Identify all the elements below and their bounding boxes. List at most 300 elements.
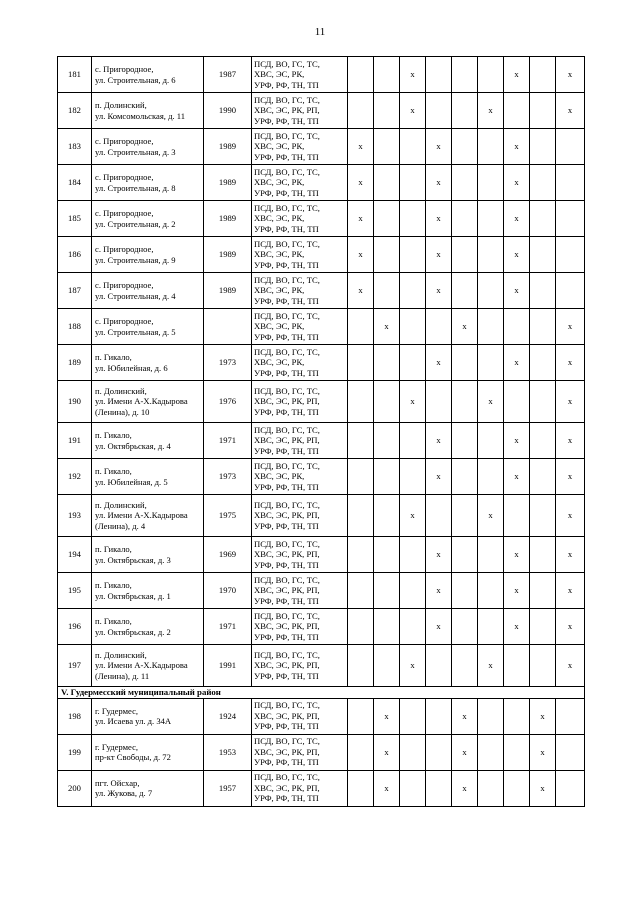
mark-cell: x — [426, 573, 452, 609]
works-line: ХВС, ЭС, РК, РП, — [254, 782, 320, 793]
mark-cell: x — [504, 165, 530, 201]
mark-cell — [374, 381, 400, 423]
works-line: УРФ, РФ, ТН, ТП — [254, 406, 319, 417]
mark-cell: x — [504, 537, 530, 573]
mark-cell — [452, 423, 478, 459]
mark-cell — [400, 309, 426, 345]
mark-cell — [530, 537, 556, 573]
address-cell — [92, 309, 204, 345]
mark-cell: x — [400, 645, 426, 687]
mark-cell — [504, 381, 530, 423]
mark-cell — [348, 57, 374, 93]
address-line: ул. Исаева ул. д. 34А — [95, 716, 172, 726]
mark-cell — [556, 770, 585, 806]
mark-cell: x — [452, 770, 478, 806]
mark-cell — [452, 573, 478, 609]
mark-cell — [374, 573, 400, 609]
works-line: ХВС, ЭС, РК, — [254, 69, 305, 80]
mark-cell — [478, 698, 504, 734]
works-cell — [252, 423, 348, 459]
mark-cell — [374, 609, 400, 645]
address-line: п. Долинский, — [95, 649, 147, 660]
row-number: 186 — [58, 237, 92, 273]
mark-cell — [348, 609, 374, 645]
works-line: УРФ, РФ, ТН, ТП — [254, 721, 319, 732]
mark-cell — [478, 537, 504, 573]
mark-cell: x — [504, 129, 530, 165]
mark-cell — [478, 734, 504, 770]
mark-cell — [478, 201, 504, 237]
row-number: 193 — [58, 495, 92, 537]
works-line: УРФ, РФ, ТН, ТП — [254, 559, 319, 570]
mark-cell: x — [530, 734, 556, 770]
section-header-row — [58, 687, 585, 699]
mark-cell — [400, 423, 426, 459]
mark-cell — [504, 698, 530, 734]
mark-cell — [452, 201, 478, 237]
mark-cell — [348, 734, 374, 770]
address-line: (Ленина), д. 11 — [95, 670, 150, 681]
mark-cell — [348, 495, 374, 537]
mark-cell: x — [504, 609, 530, 645]
mark-cell — [426, 734, 452, 770]
mark-cell — [400, 165, 426, 201]
mark-cell — [374, 201, 400, 237]
table-row — [58, 237, 585, 273]
table-row — [58, 345, 585, 381]
works-line: ХВС, ЭС, РК, РП, — [254, 105, 320, 116]
works-line: ХВС, ЭС, РК, РП, — [254, 660, 320, 671]
mark-cell — [452, 459, 478, 495]
works-line: ПСД, ВО, ГС, ТС, — [254, 202, 320, 213]
year-cell: 1973 — [204, 459, 252, 495]
mark-cell: x — [530, 698, 556, 734]
mark-cell — [530, 609, 556, 645]
table-row — [58, 459, 585, 495]
mark-cell: x — [530, 770, 556, 806]
housing-registry-table — [57, 56, 585, 807]
mark-cell — [556, 237, 585, 273]
address-line: с. Пригородное, — [95, 136, 154, 146]
section-title: V. Гудермесский муниципальный район — [58, 687, 585, 699]
mark-cell — [530, 495, 556, 537]
address-cell — [92, 273, 204, 309]
mark-cell: x — [348, 201, 374, 237]
table-row — [58, 770, 585, 806]
mark-cell: x — [478, 495, 504, 537]
year-cell: 1953 — [204, 734, 252, 770]
address-line: п. Долинский, — [95, 385, 147, 396]
mark-cell — [556, 734, 585, 770]
mark-cell: x — [374, 770, 400, 806]
table-row — [58, 423, 585, 459]
works-line: ПСД, ВО, ГС, ТС, — [254, 538, 320, 549]
mark-cell — [400, 273, 426, 309]
mark-cell — [374, 129, 400, 165]
row-number: 184 — [58, 165, 92, 201]
mark-cell — [478, 165, 504, 201]
row-number: 200 — [58, 770, 92, 806]
mark-cell — [374, 93, 400, 129]
mark-cell: x — [426, 201, 452, 237]
works-cell — [252, 609, 348, 645]
mark-cell — [530, 381, 556, 423]
works-line: ПСД, ВО, ГС, ТС, — [254, 238, 320, 249]
mark-cell — [348, 770, 374, 806]
works-cell — [252, 495, 348, 537]
mark-cell — [426, 93, 452, 129]
mark-cell — [504, 734, 530, 770]
works-cell — [252, 770, 348, 806]
row-number: 190 — [58, 381, 92, 423]
row-number: 187 — [58, 273, 92, 309]
works-line: ХВС, ЭС, РК, РП, — [254, 746, 320, 757]
year-cell — [204, 309, 252, 345]
mark-cell — [530, 423, 556, 459]
mark-cell: x — [400, 495, 426, 537]
mark-cell — [452, 495, 478, 537]
mark-cell — [348, 345, 374, 381]
table-row — [58, 698, 585, 734]
mark-cell: x — [426, 537, 452, 573]
mark-cell — [478, 609, 504, 645]
works-line: УРФ, РФ, ТН, ТП — [254, 295, 319, 306]
mark-cell: x — [400, 381, 426, 423]
works-line: УРФ, РФ, ТН, ТП — [254, 757, 319, 768]
mark-cell — [504, 645, 530, 687]
works-line: ПСД, ВО, ГС, ТС, — [254, 574, 320, 585]
mark-cell — [556, 201, 585, 237]
mark-cell — [452, 129, 478, 165]
works-line: ХВС, ЭС, РК, — [254, 213, 305, 224]
works-line: ХВС, ЭС, РК, РП, — [254, 585, 320, 596]
mark-cell — [400, 237, 426, 273]
row-number: 189 — [58, 345, 92, 381]
year-cell: 1987 — [204, 57, 252, 93]
mark-cell: x — [452, 698, 478, 734]
row-number: 183 — [58, 129, 92, 165]
works-line: ПСД, ВО, ГС, ТС, — [254, 58, 320, 69]
mark-cell — [426, 698, 452, 734]
year-cell: 1976 — [204, 381, 252, 423]
address-line: с. Пригородное, — [95, 316, 154, 326]
year-cell: 1924 — [204, 698, 252, 734]
address-line: ул. Имени А-Х.Кадырова — [95, 660, 188, 671]
address-cell — [92, 423, 204, 459]
mark-cell — [348, 381, 374, 423]
mark-cell — [504, 495, 530, 537]
works-line: ПСД, ВО, ГС, ТС, — [254, 700, 320, 711]
works-cell — [252, 381, 348, 423]
mark-cell: x — [556, 93, 585, 129]
works-line: ХВС, ЭС, РК, — [254, 177, 305, 188]
table-row — [58, 609, 585, 645]
works-line: ПСД, ВО, ГС, ТС, — [254, 772, 320, 783]
works-line: УРФ, РФ, ТН, ТП — [254, 331, 319, 342]
works-line: УРФ, РФ, ТН, ТП — [254, 670, 319, 681]
address-cell — [92, 345, 204, 381]
works-line: УРФ, РФ, ТН, ТП — [254, 223, 319, 234]
works-cell — [252, 273, 348, 309]
mark-cell — [348, 309, 374, 345]
address-line: ул. Строительная, д. 6 — [95, 74, 176, 85]
mark-cell — [348, 537, 374, 573]
works-cell — [252, 57, 348, 93]
works-cell — [252, 645, 348, 687]
year-cell: 1971 — [204, 423, 252, 459]
row-number: 188 — [58, 309, 92, 345]
address-line: с. Пригородное, — [95, 172, 154, 182]
mark-cell — [530, 273, 556, 309]
mark-cell — [452, 273, 478, 309]
mark-cell — [426, 381, 452, 423]
year-cell: 1969 — [204, 537, 252, 573]
mark-cell: x — [478, 645, 504, 687]
mark-cell: x — [556, 309, 585, 345]
address-line: п. Долинский, — [95, 100, 147, 110]
year-cell: 1975 — [204, 495, 252, 537]
mark-cell — [452, 165, 478, 201]
address-line: ул. Октябрьская, д. 4 — [95, 440, 171, 451]
mark-cell — [426, 57, 452, 93]
mark-cell — [530, 345, 556, 381]
address-line: ул. Октябрьская, д. 1 — [95, 590, 171, 601]
mark-cell — [504, 93, 530, 129]
mark-cell — [452, 237, 478, 273]
table-row — [58, 573, 585, 609]
mark-cell — [348, 459, 374, 495]
mark-cell: x — [374, 309, 400, 345]
works-cell — [252, 537, 348, 573]
works-line: УРФ, РФ, ТН, ТП — [254, 79, 319, 90]
mark-cell — [530, 129, 556, 165]
mark-cell: x — [556, 459, 585, 495]
address-line: п. Гикало, — [95, 352, 132, 362]
mark-cell — [478, 573, 504, 609]
mark-cell — [400, 573, 426, 609]
mark-cell — [556, 698, 585, 734]
mark-cell — [530, 309, 556, 345]
year-cell: 1989 — [204, 129, 252, 165]
row-number: 198 — [58, 698, 92, 734]
mark-cell — [530, 645, 556, 687]
address-line: ул. Строительная, д. 8 — [95, 182, 176, 193]
table-row — [58, 495, 585, 537]
works-line: ХВС, ЭС, РК, РП, — [254, 621, 320, 632]
address-line: ул. Строительная, д. 9 — [95, 254, 176, 265]
address-cell — [92, 537, 204, 573]
mark-cell — [504, 309, 530, 345]
works-line: УРФ, РФ, ТН, ТП — [254, 151, 319, 162]
table-row — [58, 165, 585, 201]
row-number: 199 — [58, 734, 92, 770]
works-line: ХВС, ЭС, РК, — [254, 141, 305, 152]
mark-cell — [478, 309, 504, 345]
table-row — [58, 537, 585, 573]
address-line: ул. Октябрьская, д. 2 — [95, 626, 171, 637]
works-cell — [252, 573, 348, 609]
works-line: УРФ, РФ, ТН, ТП — [254, 445, 319, 456]
mark-cell — [556, 273, 585, 309]
address-line: п. Долинский, — [95, 499, 147, 510]
address-line: п. Гикало, — [95, 616, 132, 626]
address-cell — [92, 129, 204, 165]
row-number: 194 — [58, 537, 92, 573]
mark-cell: x — [478, 381, 504, 423]
address-line: пр-кт Свободы, д. 72 — [95, 752, 171, 762]
mark-cell — [530, 201, 556, 237]
works-line: ХВС, ЭС, РК, РП, — [254, 549, 320, 560]
row-number: 197 — [58, 645, 92, 687]
mark-cell — [478, 57, 504, 93]
table-row — [58, 734, 585, 770]
mark-cell: x — [504, 423, 530, 459]
mark-cell: x — [504, 345, 530, 381]
works-line: ПСД, ВО, ГС, ТС, — [254, 385, 320, 396]
address-cell — [92, 698, 204, 734]
mark-cell — [400, 345, 426, 381]
works-line: ПСД, ВО, ГС, ТС, — [254, 130, 320, 141]
works-line: УРФ, РФ, ТН, ТП — [254, 259, 319, 270]
mark-cell — [400, 201, 426, 237]
mark-cell — [374, 165, 400, 201]
year-cell: 1989 — [204, 273, 252, 309]
mark-cell — [426, 495, 452, 537]
mark-cell: x — [556, 537, 585, 573]
address-line: с. Пригородное, — [95, 244, 154, 254]
row-number: 185 — [58, 201, 92, 237]
works-cell — [252, 734, 348, 770]
mark-cell — [478, 423, 504, 459]
mark-cell — [530, 459, 556, 495]
address-cell — [92, 57, 204, 93]
works-line: ПСД, ВО, ГС, ТС, — [254, 424, 320, 435]
mark-cell — [374, 645, 400, 687]
table-row — [58, 57, 585, 93]
works-line: ХВС, ЭС, РК, РП, — [254, 396, 320, 407]
mark-cell: x — [504, 57, 530, 93]
mark-cell — [374, 537, 400, 573]
mark-cell: x — [426, 273, 452, 309]
table-row — [58, 201, 585, 237]
works-cell — [252, 698, 348, 734]
address-cell — [92, 495, 204, 537]
mark-cell — [452, 537, 478, 573]
address-line: ул. Строительная, д. 2 — [95, 218, 176, 229]
mark-cell — [400, 537, 426, 573]
address-line: ул. Юбилейная, д. 6 — [95, 362, 168, 373]
address-cell — [92, 237, 204, 273]
mark-cell — [452, 93, 478, 129]
mark-cell: x — [374, 734, 400, 770]
mark-cell — [530, 57, 556, 93]
row-number: 182 — [58, 93, 92, 129]
mark-cell — [348, 698, 374, 734]
works-line: УРФ, РФ, ТН, ТП — [254, 793, 319, 804]
mark-cell — [478, 129, 504, 165]
row-number: 191 — [58, 423, 92, 459]
row-number: 195 — [58, 573, 92, 609]
row-number: 196 — [58, 609, 92, 645]
mark-cell — [400, 609, 426, 645]
mark-cell — [478, 770, 504, 806]
works-line: ХВС, ЭС, РК, РП, — [254, 710, 320, 721]
mark-cell: x — [504, 237, 530, 273]
mark-cell — [348, 573, 374, 609]
mark-cell: x — [452, 734, 478, 770]
works-line: ПСД, ВО, ГС, ТС, — [254, 94, 320, 105]
works-line: ХВС, ЭС, РК, РП, — [254, 435, 320, 446]
mark-cell: x — [556, 345, 585, 381]
mark-cell — [478, 345, 504, 381]
works-line: УРФ, РФ, ТН, ТП — [254, 631, 319, 642]
mark-cell: x — [504, 573, 530, 609]
mark-cell: x — [426, 459, 452, 495]
year-cell: 1991 — [204, 645, 252, 687]
address-line: пгт. Ойсхар, — [95, 777, 140, 788]
mark-cell: x — [556, 381, 585, 423]
address-cell — [92, 165, 204, 201]
works-cell — [252, 165, 348, 201]
works-cell — [252, 345, 348, 381]
mark-cell: x — [452, 309, 478, 345]
mark-cell: x — [348, 237, 374, 273]
mark-cell — [400, 770, 426, 806]
address-cell — [92, 645, 204, 687]
mark-cell: x — [374, 698, 400, 734]
works-line: ПСД, ВО, ГС, ТС, — [254, 346, 320, 357]
address-line: ул. Строительная, д. 4 — [95, 290, 176, 301]
works-cell — [252, 237, 348, 273]
table-row — [58, 381, 585, 423]
mark-cell — [530, 93, 556, 129]
address-line: (Ленина), д. 4 — [95, 520, 146, 531]
mark-cell — [530, 573, 556, 609]
year-cell: 1973 — [204, 345, 252, 381]
mark-cell: x — [426, 345, 452, 381]
works-cell — [252, 129, 348, 165]
works-line: УРФ, РФ, ТН, ТП — [254, 187, 319, 198]
address-line: ул. Имени А-Х.Кадырова — [95, 396, 188, 407]
mark-cell: x — [504, 201, 530, 237]
works-line: ХВС, ЭС, РК, — [254, 357, 305, 368]
mark-cell: x — [426, 423, 452, 459]
mark-cell — [530, 165, 556, 201]
works-line: УРФ, РФ, ТН, ТП — [254, 520, 319, 531]
mark-cell — [452, 381, 478, 423]
mark-cell — [348, 645, 374, 687]
address-cell — [92, 734, 204, 770]
mark-cell: x — [400, 57, 426, 93]
year-cell: 1989 — [204, 237, 252, 273]
mark-cell — [452, 345, 478, 381]
address-line: п. Гикало, — [95, 544, 132, 554]
row-number: 181 — [58, 57, 92, 93]
mark-cell — [556, 129, 585, 165]
works-line: ХВС, ЭС, РК, — [254, 471, 305, 482]
works-line: ПСД, ВО, ГС, ТС, — [254, 274, 320, 285]
mark-cell: x — [556, 573, 585, 609]
mark-cell — [426, 645, 452, 687]
works-line: ПСД, ВО, ГС, ТС, — [254, 310, 320, 321]
works-cell — [252, 93, 348, 129]
mark-cell — [478, 459, 504, 495]
works-line: ПСД, ВО, ГС, ТС, — [254, 499, 320, 510]
works-cell — [252, 309, 348, 345]
mark-cell: x — [556, 57, 585, 93]
mark-cell — [452, 645, 478, 687]
year-cell: 1990 — [204, 93, 252, 129]
